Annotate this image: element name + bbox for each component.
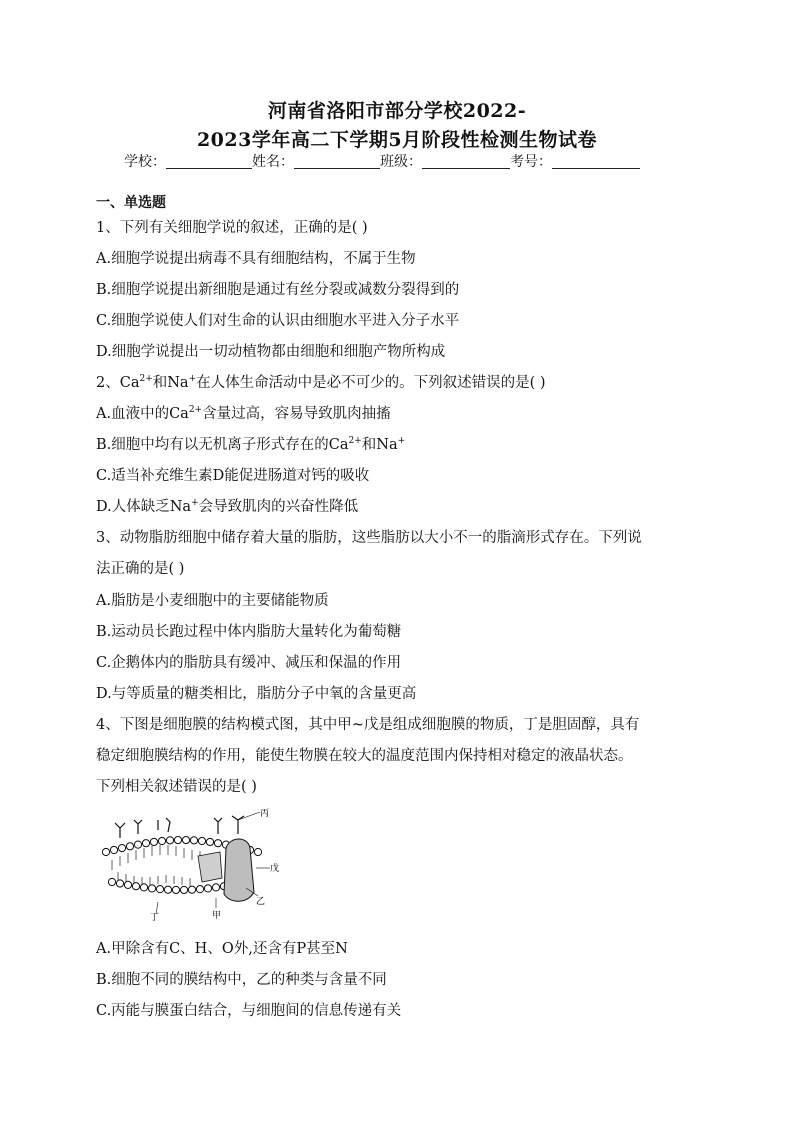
phospholipid-head <box>126 843 133 850</box>
phospholipid-head <box>150 838 157 845</box>
section-heading: 一、单选题 <box>96 195 166 211</box>
q1-stem: 1、下列有关细胞学说的叙述，正确的是( ) <box>96 220 368 236</box>
phospholipid-head <box>124 881 131 888</box>
phospholipid-head <box>182 836 189 843</box>
phospholipid-head <box>190 837 197 844</box>
lipid-tails <box>112 845 200 886</box>
phospholipid-head <box>214 840 221 847</box>
cell-membrane-diagram <box>98 808 278 923</box>
phospholipid-head <box>108 878 115 885</box>
phospholipid-head <box>118 845 125 852</box>
q3-stem-line2: 法正确的是( ) <box>96 561 185 577</box>
class-blank <box>422 154 510 169</box>
protein-yi <box>224 839 254 901</box>
phospholipid-head <box>198 837 205 844</box>
phospholipid-head <box>116 880 123 887</box>
phospholipid-head <box>174 836 181 843</box>
name-blank <box>294 154 380 169</box>
school-label: 学校： <box>124 154 166 170</box>
q4-stem-line3: 下列相关叙述错误的是( ) <box>96 779 257 795</box>
student-info-row <box>124 151 640 171</box>
phospholipid-head <box>196 886 203 893</box>
q1-option-b: B.细胞学说提出新细胞是通过有丝分裂或减数分裂得到的 <box>96 282 460 298</box>
school-blank <box>166 154 252 169</box>
q3-option-d: D.与等质量的糖类相比，脂肪分子中氧的含量更高 <box>96 686 417 702</box>
q4-option-c: C.丙能与膜蛋白结合，与细胞间的信息传递有关 <box>96 1003 402 1019</box>
q2-option-a: A.血液中的$Ca^{2+}$含量过高，容易导致肌肉抽搐 <box>96 405 391 422</box>
label-jia: 甲 <box>212 911 222 921</box>
q2-option-b: B.细胞中均有以无机离子形式存在的$Ca^{2+}$和Na+ <box>96 436 406 453</box>
phospholipid-head <box>102 848 109 855</box>
phospholipid-head <box>140 884 147 891</box>
q3-stem-line1: 3、动物脂肪细胞中储存着大量的脂肪，这些脂肪以大小不一的脂滴形式存在。下列说 <box>96 530 642 546</box>
q2-option-c: C.适当补充维生素D能促进肠道对钙的吸收 <box>96 468 370 484</box>
label-ding: 丁 <box>150 913 160 923</box>
phospholipid-head <box>164 886 171 893</box>
phospholipid-head <box>212 884 219 891</box>
q3-option-a: A.脂肪是小麦细胞中的主要储能物质 <box>96 593 329 609</box>
q4-stem-line2: 稳定细胞膜结构的作用，能使生物膜在较大的温度范围内保持相对稳定的液晶状态。 <box>96 748 633 764</box>
q3-option-b: B.运动员长跑过程中体内脂肪大量转化为葡萄糖 <box>96 624 402 640</box>
number-blank <box>552 154 640 169</box>
class-label: 班级： <box>380 154 422 170</box>
glycoprotein-chains <box>115 816 244 838</box>
phospholipid-head <box>166 837 173 844</box>
phospholipid-head <box>110 846 117 853</box>
phospholipid-head <box>134 841 141 848</box>
name-label: 姓名： <box>252 154 294 170</box>
phospholipid-head <box>156 886 163 893</box>
label-yi: 乙 <box>256 897 266 907</box>
label-bing: 丙 <box>260 809 270 819</box>
phospholipid-head <box>132 883 139 890</box>
protein-gray <box>198 852 222 882</box>
q1-option-d: D.细胞学说提出一切动植物都由细胞和细胞产物所构成 <box>96 344 446 360</box>
q1-option-a: A.细胞学说提出病毒不具有细胞结构，不属于生物 <box>96 251 416 267</box>
q2-stem: 2、$Ca^{2+}$和Na+在人体生命活动中是必不可少的。下列叙述错误的是( ) <box>96 374 546 391</box>
phospholipid-head <box>204 885 211 892</box>
q3-option-c: C.企鹅体内的脂肪具有缓冲、减压和保温的作用 <box>96 655 402 671</box>
phospholipid-head <box>188 886 195 893</box>
phospholipid-head <box>158 837 165 844</box>
q2-option-d: D.人体缺乏Na+会导致肌肉的兴奋性降低 <box>96 498 359 515</box>
q1-option-c: C.细胞学说使人们对生命的认识由细胞水平进入分子水平 <box>96 313 460 329</box>
exam-title-line2: 2023学年高二下学期5月阶段性检测生物试卷 <box>196 129 598 151</box>
q4-option-b: B.细胞不同的膜结构中，乙的种类与含量不同 <box>96 972 387 988</box>
q4-option-a: A.甲除含有C、H、O外,还含有P甚至N <box>96 941 348 957</box>
phospholipid-head <box>142 840 149 847</box>
number-label: 考号： <box>510 154 552 170</box>
exam-title-line1: 河南省洛阳市部分学校2022- <box>267 100 527 122</box>
phospholipid-head <box>254 848 261 855</box>
phospholipid-head <box>148 885 155 892</box>
phospholipid-head <box>172 886 179 893</box>
q4-stem-line1: 4、下图是细胞膜的结构模式图，其中甲~戊是组成细胞膜的物质，丁是胆固醇，具有 <box>96 717 640 733</box>
phospholipid-head <box>206 838 213 845</box>
phospholipid-head <box>180 886 187 893</box>
label-wu: 戊 <box>270 864 280 874</box>
